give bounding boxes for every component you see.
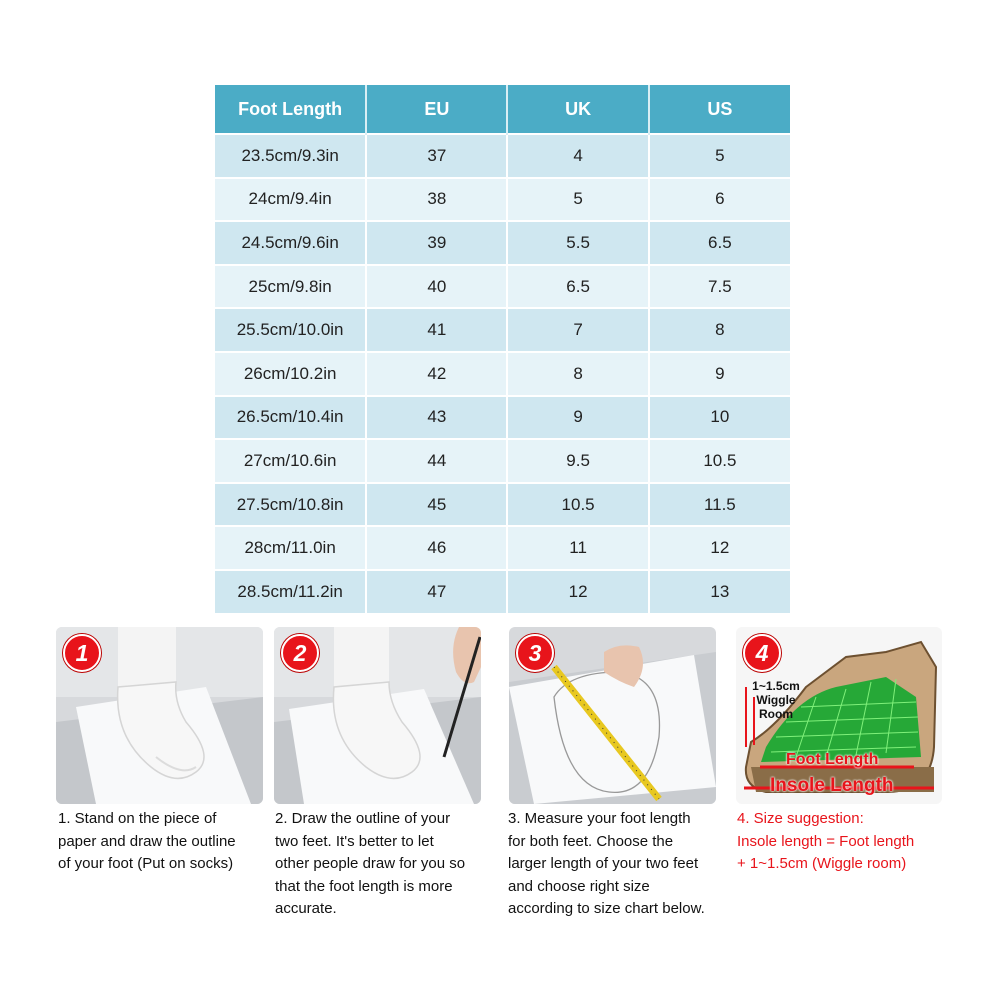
table-body: [215, 134, 790, 613]
cell-foot-length: 25cm/9.8in: [215, 265, 366, 309]
step-3-badge: 3: [516, 634, 554, 672]
step-2-image: [274, 627, 481, 804]
table-row: [215, 396, 790, 440]
cell-eu: 44: [366, 439, 507, 483]
cell-us: 12: [649, 526, 790, 570]
cell-us: 8: [649, 308, 790, 352]
step-1-line: paper and draw the outline: [58, 832, 236, 850]
step-4-badge: 4: [743, 634, 781, 672]
wiggle-label: [740, 679, 812, 721]
table-header-row: [215, 85, 790, 134]
step-3-line: for both feet. Choose the: [508, 832, 674, 850]
table-row: [215, 352, 790, 396]
cell-us: 6.5: [649, 221, 790, 265]
step-3-line: larger length of your two feet: [508, 855, 699, 872]
table-row: [215, 178, 790, 222]
cell-uk: 10.5: [507, 483, 648, 527]
cell-us: 10.5: [649, 439, 790, 483]
step-1-line: of your foot (Put on socks): [58, 855, 234, 872]
cell-eu: 46: [366, 526, 507, 570]
header-uk: UK: [507, 85, 648, 134]
cell-us: 7.5: [649, 265, 790, 309]
cell-us: 9: [649, 352, 790, 396]
step-4-line: 4. Size suggestion:: [737, 810, 864, 827]
cell-eu: 41: [366, 308, 507, 352]
step-2-line: accurate.: [275, 900, 337, 917]
cell-us: 11.5: [649, 483, 790, 527]
wiggle-range: 1~1.5cm: [752, 679, 800, 693]
cell-eu: 43: [366, 396, 507, 440]
step-2-line: 2. Draw the outline of your: [275, 810, 451, 827]
table-row: [215, 308, 790, 352]
cell-uk: 5: [507, 178, 648, 222]
table-row: [215, 221, 790, 265]
cell-foot-length: 27.5cm/10.8in: [215, 483, 366, 527]
cell-foot-length: 27cm/10.6in: [215, 439, 366, 483]
step-2-line: two feet. It's better to let: [275, 832, 434, 850]
step-1-text: [58, 808, 258, 876]
header-foot-length: Foot Length: [215, 85, 366, 134]
step-3-line: 3. Measure your foot length: [508, 810, 691, 827]
cell-us: 10: [649, 396, 790, 440]
step-3-line: and choose right size: [508, 877, 650, 895]
cell-uk: 12: [507, 570, 648, 613]
cell-uk: 6.5: [507, 265, 648, 309]
step-4-text: [737, 808, 947, 876]
wiggle-room: Wiggle Room: [756, 693, 796, 721]
step-2-line: other people draw for you so: [275, 855, 466, 872]
table-row: [215, 265, 790, 309]
cell-eu: 42: [366, 352, 507, 396]
table-row: [215, 570, 790, 613]
cell-foot-length: 28cm/11.0in: [215, 526, 366, 570]
cell-us: 5: [649, 134, 790, 178]
cell-foot-length: 23.5cm/9.3in: [215, 134, 366, 178]
cell-uk: 9.5: [507, 439, 648, 483]
step-2-line: that the foot length is more: [275, 877, 453, 895]
cell-eu: 40: [366, 265, 507, 309]
cell-uk: 7: [507, 308, 648, 352]
size-chart-table: [215, 85, 790, 613]
cell-uk: 11: [507, 526, 648, 570]
foot-length-label: Foot Length: [786, 751, 879, 768]
step-1-line: 1. Stand on the piece of: [58, 810, 217, 827]
cell-uk: 9: [507, 396, 648, 440]
cell-foot-length: 28.5cm/11.2in: [215, 570, 366, 613]
step-4-line: + 1~1.5cm (Wiggle room): [737, 855, 907, 872]
table-row: [215, 439, 790, 483]
cell-foot-length: 24.5cm/9.6in: [215, 221, 366, 265]
step-3-line: according to size chart below.: [508, 900, 705, 917]
cell-foot-length: 26.5cm/10.4in: [215, 396, 366, 440]
cell-eu: 45: [366, 483, 507, 527]
table-row: [215, 526, 790, 570]
step-1-badge: 1: [63, 634, 101, 672]
cell-uk: 5.5: [507, 221, 648, 265]
step-2-badge: 2: [281, 634, 319, 672]
cell-foot-length: 25.5cm/10.0in: [215, 308, 366, 352]
cell-eu: 38: [366, 178, 507, 222]
cell-foot-length: 24cm/9.4in: [215, 178, 366, 222]
header-eu: EU: [366, 85, 507, 134]
table-row: [215, 483, 790, 527]
cell-uk: 4: [507, 134, 648, 178]
insole-length-label: Insole Length: [770, 775, 894, 796]
cell-eu: 39: [366, 221, 507, 265]
cell-eu: 47: [366, 570, 507, 613]
cell-foot-length: 26cm/10.2in: [215, 352, 366, 396]
step-3-text: [508, 808, 730, 921]
step-4-line: Insole length = Foot length: [737, 832, 915, 850]
cell-uk: 8: [507, 352, 648, 396]
cell-us: 6: [649, 178, 790, 222]
step-2-text: [275, 808, 490, 921]
step-1-image: [56, 627, 263, 804]
cell-us: 13: [649, 570, 790, 613]
table-row: [215, 134, 790, 178]
cell-eu: 37: [366, 134, 507, 178]
step-4-image: [736, 627, 942, 804]
header-us: US: [649, 85, 790, 134]
step-3-image: [509, 627, 716, 804]
